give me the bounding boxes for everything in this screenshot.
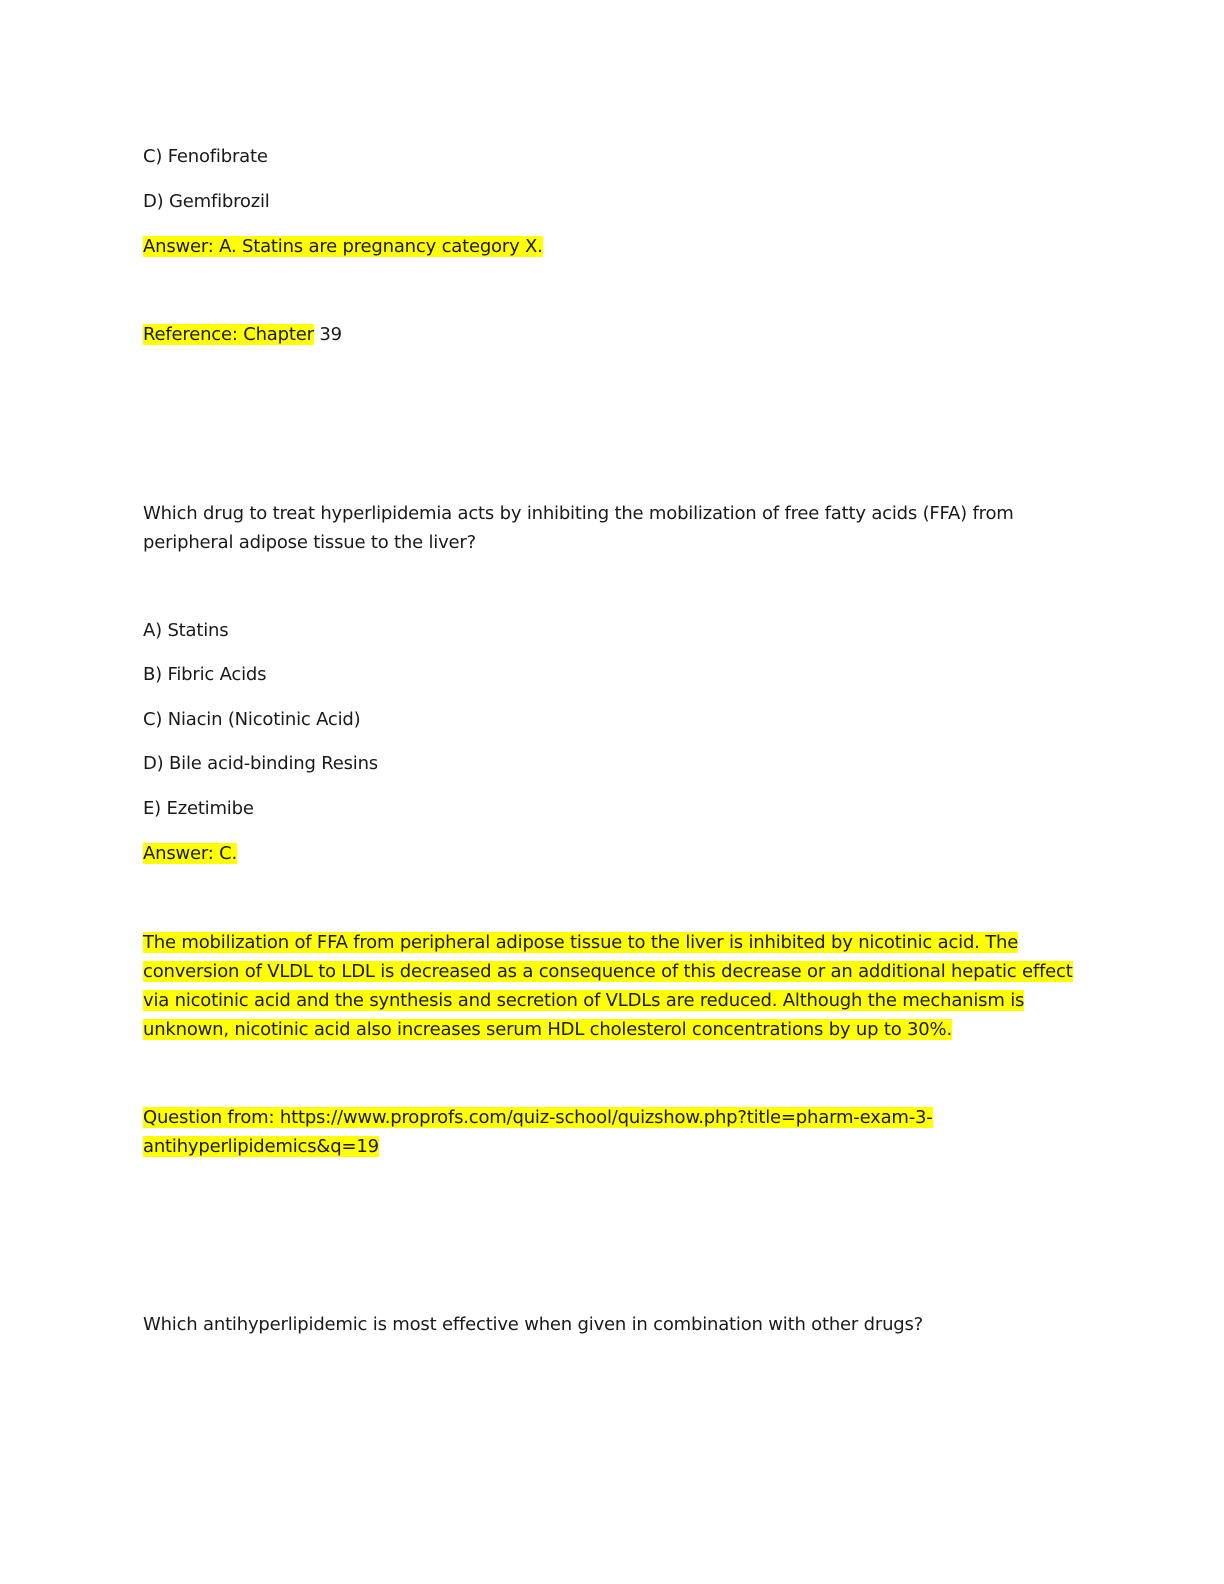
option-d-gemfibrozil: D) Gemfibrozil <box>143 191 270 212</box>
explanation-line: The mobilization of FFA from peripheral adipose tissue to the liver is inhibited by nicotinic acid. The <box>143 932 1019 953</box>
reference-label: Reference: Chapter <box>143 324 314 345</box>
question-stem-line: peripheral adipose tissue to the liver? <box>143 532 476 553</box>
question-source <box>143 1103 933 1161</box>
question-stem-line: Which drug to treat hyperlipidemia acts by inhibiting the mobilization of free fatty acids (FFA) from <box>143 503 1014 524</box>
option-a: A) Statins <box>143 620 229 641</box>
answer-line <box>143 839 237 868</box>
explanation-line: conversion of VLDL to LDL is decreased as a consequence of this decrease or an additional hepatic effect <box>143 961 1073 982</box>
explanation-line: via nicotinic acid and the synthesis and secretion of VLDLs are reduced. Although the mechanism is <box>143 990 1025 1011</box>
source-line: Question from: https://www.proprofs.com/quiz-school/quizshow.php?title=pharm-exam-3- <box>143 1107 933 1128</box>
question-stem <box>143 499 1014 557</box>
reference-number: 39 <box>313 324 342 345</box>
answer-highlight: Answer: A. Statins are pregnancy category X. <box>143 236 543 257</box>
option-e: E) Ezetimibe <box>143 798 254 819</box>
option-c: C) Niacin (Nicotinic Acid) <box>143 709 361 730</box>
explanation-line: unknown, nicotinic acid also increases serum HDL cholesterol concentrations by up to 30%. <box>143 1019 952 1040</box>
next-question-stem: Which antihyperlipidemic is most effective when given in combination with other drugs? <box>143 1314 924 1335</box>
option-c-fenofibrate: C) Fenofibrate <box>143 146 268 167</box>
source-line: antihyperlipidemics&q=19 <box>143 1136 379 1157</box>
answer-highlight: Answer: C. <box>143 843 238 864</box>
option-b: B) Fibric Acids <box>143 664 267 685</box>
reference-line <box>143 320 342 349</box>
explanation-paragraph <box>143 928 1073 1044</box>
option-d: D) Bile acid-binding Resins <box>143 753 378 774</box>
answer-previous <box>143 232 543 261</box>
